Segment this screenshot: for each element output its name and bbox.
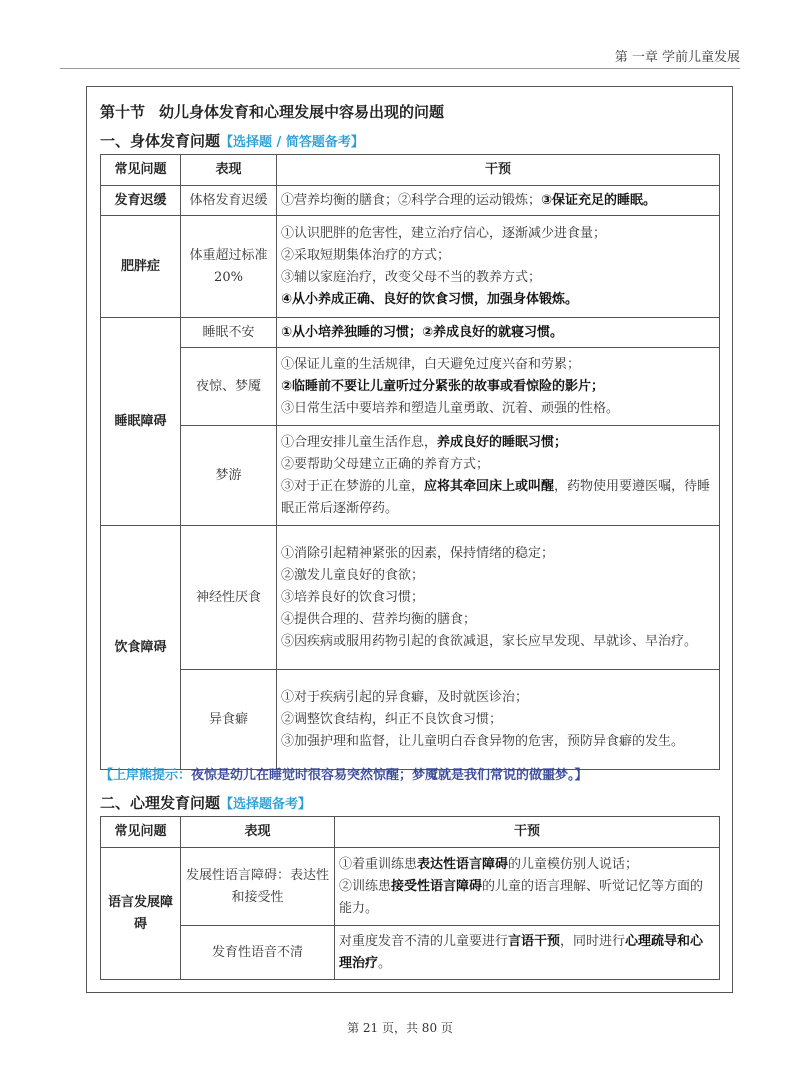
intervention-line: ④从小养成正确、良好的饮食习惯，加强身体锻炼。	[281, 291, 579, 307]
table-row	[101, 848, 720, 926]
symptom-cell: 神经性厌食	[181, 526, 277, 670]
tip-text: 夜惊是幼儿在睡觉时很容易突然惊醒；梦魇就是我们常说的做噩梦。】	[191, 768, 588, 783]
table-row	[101, 926, 720, 980]
symptom-cell: 夜惊、梦魇	[181, 348, 277, 426]
intervention-cell	[277, 186, 720, 216]
intervention-cell	[277, 348, 720, 426]
section-title	[100, 101, 444, 122]
intervention-text: ①合理安排儿童生活作息，	[281, 434, 438, 450]
intervention-text: 对重度发音不清的儿童要进行	[339, 933, 509, 949]
intervention-line: ⑤因疾病或服用药物引起的食欲减退，家长应早发现、早就诊、早治疗。	[281, 633, 698, 649]
intervention-emphasis: 心理疏导和心理治疗	[339, 933, 704, 971]
page-header: 第 一章 学前儿童发展	[614, 50, 740, 65]
col-header-intervention: 干预	[335, 817, 720, 848]
tip-note	[100, 764, 588, 783]
table-row	[101, 526, 720, 670]
intervention-emphasis: 应将其牵回床上或叫醒	[424, 478, 555, 494]
part1-tag: 【选择题 / 简答题备考】	[220, 135, 364, 150]
table-row	[101, 670, 720, 770]
intervention-line: ④提供合理的、营养均衡的膳食；	[281, 611, 477, 627]
intervention-line: ③日常生活中要培养和塑造儿童勇敢、沉着、顽强的性格。	[281, 400, 620, 416]
col-header-issue: 常见问题	[101, 817, 181, 848]
intervention-text: 的儿童模仿别人说话；	[508, 856, 639, 872]
table-row	[101, 426, 720, 526]
intervention-cell	[277, 216, 720, 318]
symptom-cell: 体重超过标准20%	[181, 216, 277, 318]
intervention-line: ②要帮助父母建立正确的养育方式；	[281, 456, 490, 472]
col-header-symptom: 表现	[181, 817, 335, 848]
symptom-cell: 异食癖	[181, 670, 277, 770]
intervention-line: ③培养良好的饮食习惯；	[281, 589, 425, 605]
intervention-cell	[277, 318, 720, 348]
intervention-text: ，同时进行	[560, 933, 626, 949]
intervention-text: 的儿童的语言理解、听觉记忆等方面的能力。	[339, 878, 704, 916]
intervention-line: ②激发儿童良好的食欲；	[281, 567, 425, 583]
intervention-line: ①消除引起精神紧张的因素，保持情绪的稳定；	[281, 545, 555, 561]
intervention-emphasis: 表达性语言障碍	[417, 856, 509, 872]
tip-label: 【上岸熊提示：	[100, 768, 192, 783]
col-header-intervention: 干预	[277, 155, 720, 186]
intervention-emphasis: 养成良好的睡眠习惯；	[437, 434, 568, 450]
intervention-line: ①认识肥胖的危害性，建立治疗信心，逐渐减少进食量；	[281, 225, 607, 241]
page-footer: 第 21 页，共 80 页	[347, 1021, 453, 1035]
table-row	[101, 318, 720, 348]
intervention-line: ②调整饮食结构，纠正不良饮食习惯；	[281, 711, 503, 727]
intervention-line	[281, 476, 715, 520]
intervention-line: ③加强护理和监督，让儿童明白吞食异物的危害，预防异食癖的发生。	[281, 733, 685, 749]
intervention-text: ②训练患	[339, 878, 392, 894]
intervention-cell	[335, 926, 720, 980]
issue-cell: 语言发展障碍	[101, 848, 181, 980]
col-header-issue: 常见问题	[101, 155, 181, 186]
part2-tag: 【选择题备考】	[220, 797, 312, 812]
intervention-text: ①着重训练患	[339, 856, 418, 872]
intervention-line: ①保证儿童的生活规律，白天避免过度兴奋和劳累；	[281, 356, 581, 372]
intervention-line: ①对于疾病引起的异食癖，及时就医诊治；	[281, 689, 529, 705]
physical-issues-table	[100, 154, 720, 770]
symptom-cell: 发展性语言障碍：表达性和接受性	[181, 848, 335, 926]
intervention-cell	[277, 426, 720, 526]
intervention-cell	[277, 670, 720, 770]
table-row	[101, 186, 720, 216]
issue-cell: 睡眠障碍	[101, 318, 181, 526]
header-divider	[60, 68, 740, 69]
part1-title-text: 一、身体发育问题	[100, 132, 221, 150]
intervention-line: ③辅以家庭治疗，改变父母不当的教养方式；	[281, 269, 542, 285]
table-header-row	[101, 155, 720, 186]
intervention-emphasis: ③保证充足的睡眠。	[541, 192, 657, 208]
col-header-symptom: 表现	[181, 155, 277, 186]
intervention-emphasis: ①从小培养独睡的习惯；②养成良好的就寝习惯。	[281, 324, 564, 340]
intervention-text: ，药物使用要遵医嘱，待睡眠正常后逐渐停药。	[281, 478, 711, 516]
intervention-line	[339, 854, 715, 876]
intervention-line	[281, 432, 715, 454]
section-number: 第十节	[100, 103, 146, 121]
part2-title-text: 二、心理发育问题	[100, 794, 221, 812]
table-header-row	[101, 817, 720, 848]
symptom-cell: 发育性语音不清	[181, 926, 335, 980]
symptom-cell: 体格发育迟缓	[181, 186, 277, 216]
intervention-line: ②采取短期集体治疗的方式；	[281, 247, 451, 263]
intervention-text: ③对于正在梦游的儿童，	[281, 478, 425, 494]
intervention-cell	[277, 526, 720, 670]
issue-cell: 肥胖症	[101, 216, 181, 318]
intervention-emphasis: 接受性语言障碍	[391, 878, 483, 894]
intervention-text: 。	[378, 955, 392, 971]
part1-title	[100, 130, 364, 151]
intervention-line: ②临睡前不要让儿童听过分紧张的故事或看惊险的影片；	[281, 378, 605, 394]
part2-title	[100, 792, 311, 813]
psychological-issues-table	[100, 816, 720, 980]
intervention-line	[339, 876, 715, 920]
intervention-emphasis: 言语干预	[508, 933, 561, 949]
table-row	[101, 216, 720, 318]
section-title-text: 幼儿身体发育和心理发展中容易出现的问题	[159, 103, 445, 121]
symptom-cell: 梦游	[181, 426, 277, 526]
issue-cell: 发育迟缓	[101, 186, 181, 216]
intervention-cell	[335, 848, 720, 926]
issue-cell: 饮食障碍	[101, 526, 181, 770]
table-row	[101, 348, 720, 426]
intervention-text: ①营养均衡的膳食；②科学合理的运动锻炼；	[281, 192, 542, 208]
symptom-cell: 睡眠不安	[181, 318, 277, 348]
